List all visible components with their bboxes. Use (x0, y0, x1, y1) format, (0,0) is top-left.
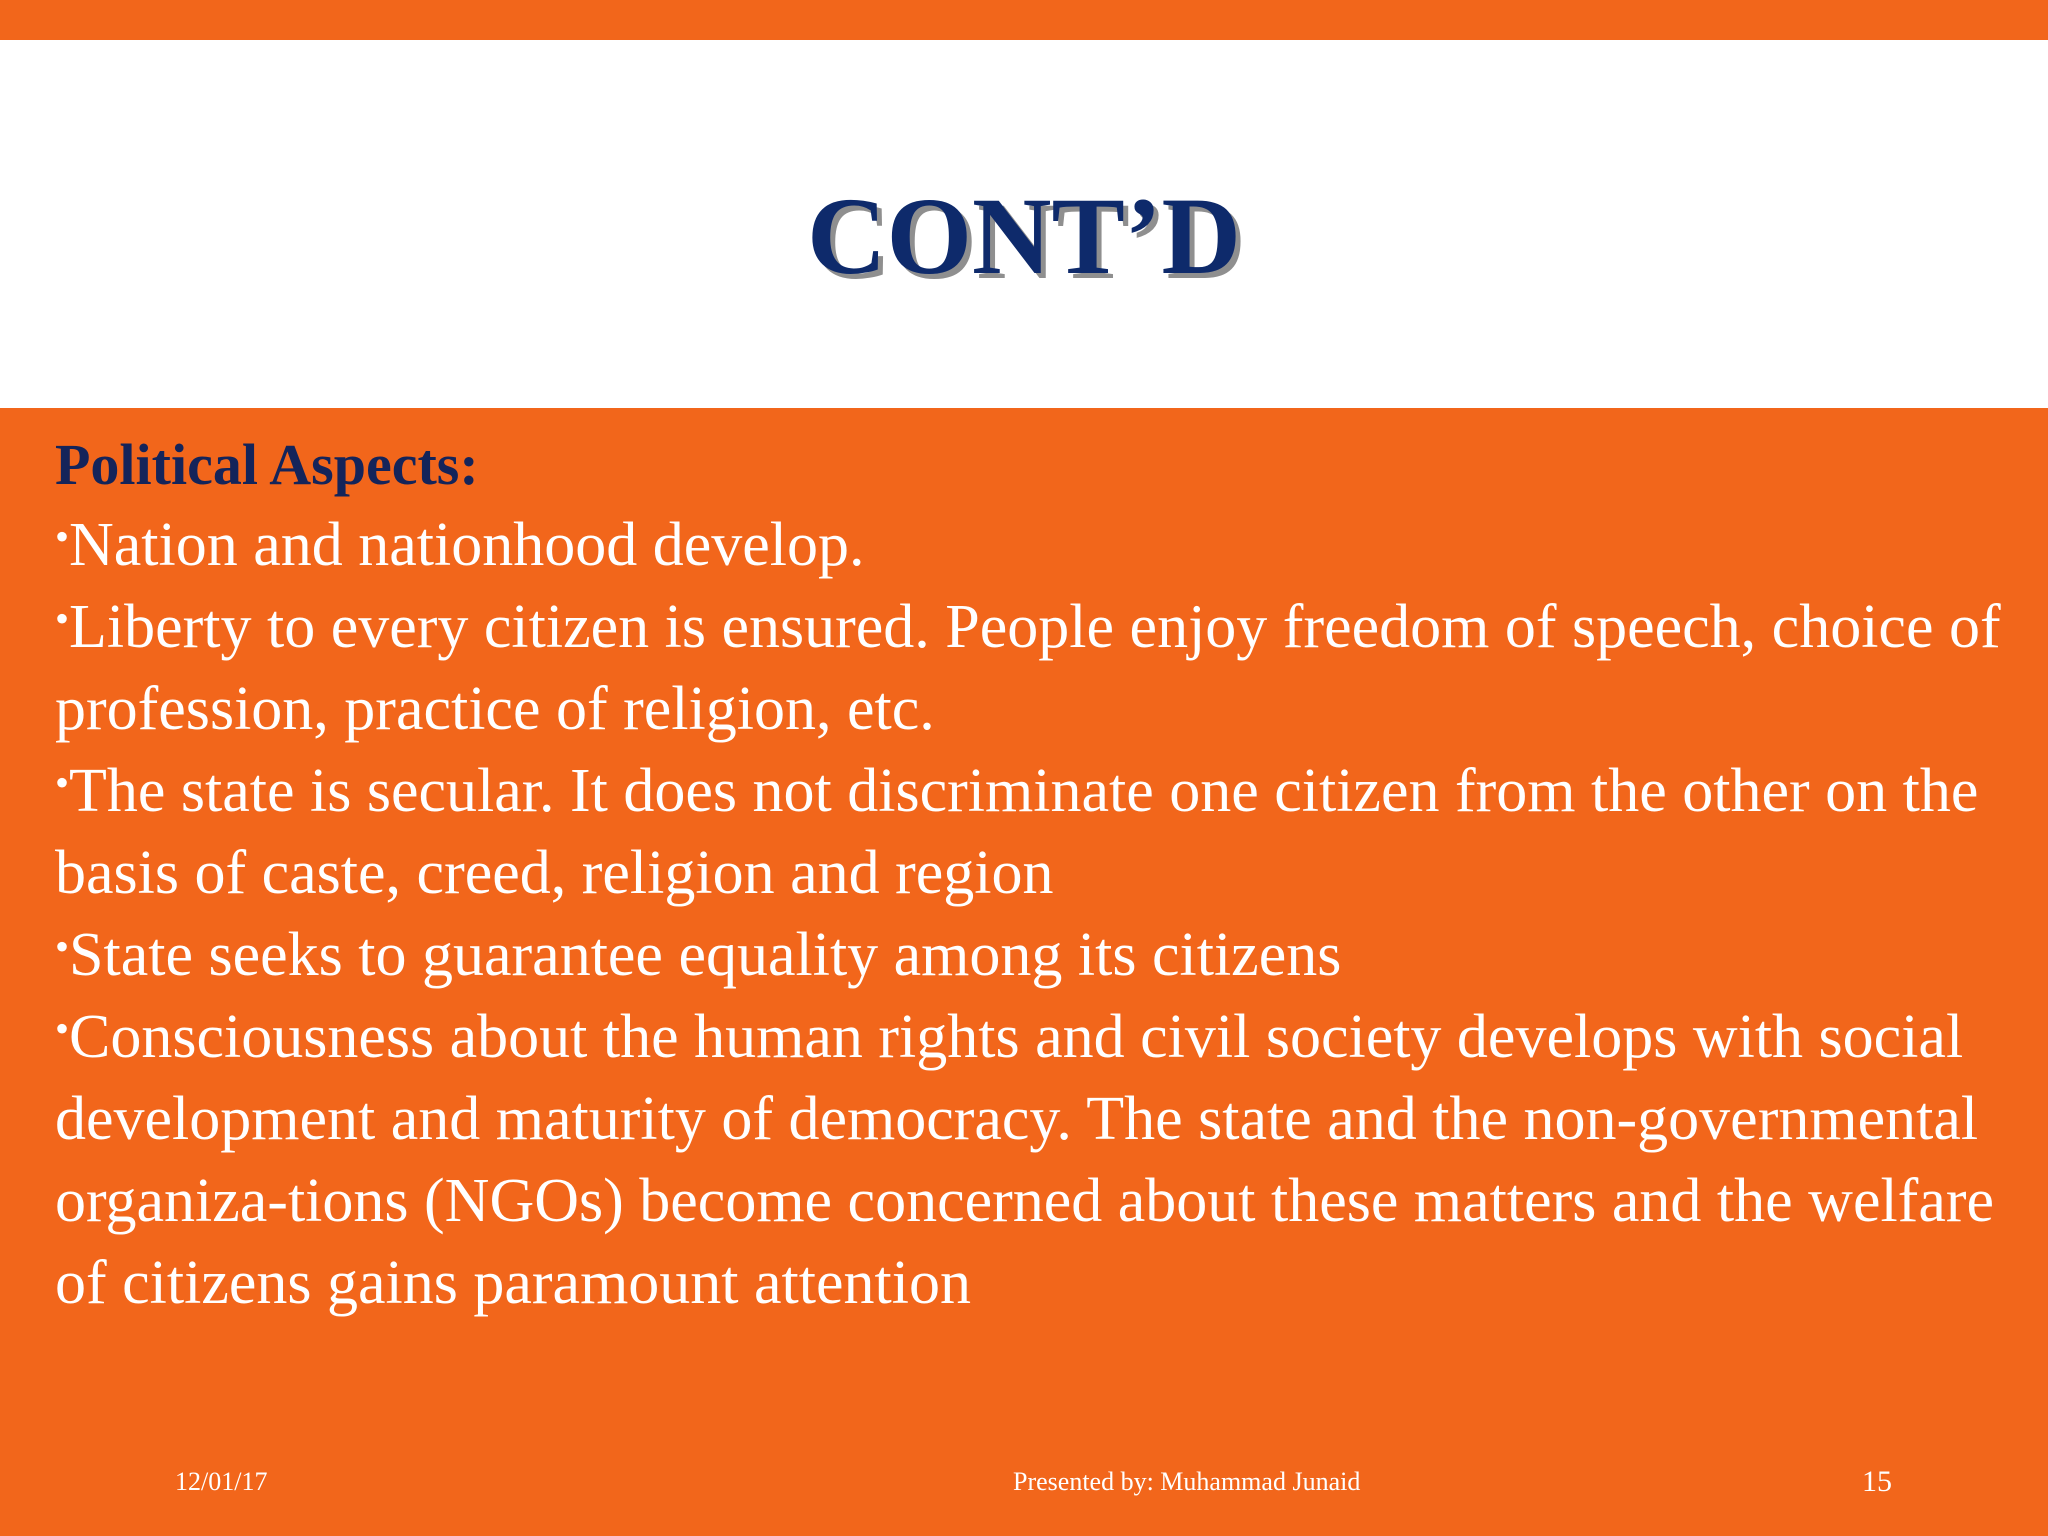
bullet-icon: • (55, 596, 70, 641)
footer-presenter: Presented by: Muhammad Junaid (1013, 1467, 1361, 1496)
bullet-item (55, 914, 2005, 996)
slide-number: 15 (1862, 1465, 1892, 1498)
section-heading: Political Aspects: (55, 432, 479, 497)
bullet-icon: • (55, 514, 70, 559)
bullet-item (55, 996, 2005, 1324)
bullet-text: Consciousness about the human rights and civil society develops with social development and maturity of democracy. The state and the non-governmental organiza-tions (NGOs) become concerned about these matters and the welfare of citizens gains paramount attention (55, 1003, 1995, 1317)
slide-content (55, 430, 2005, 1324)
bullet-icon: • (55, 1006, 70, 1051)
bullet-text: State seeks to guarantee equality among its citizens (69, 921, 1342, 989)
bullet-text: The state is secular. It does not discriminate one citizen from the other on the basis of caste, creed, religion and region (55, 757, 1979, 907)
bullet-text: Liberty to every citizen is ensured. People enjoy freedom of speech, choice of profession, practice of religion, etc. (55, 593, 2001, 743)
bullet-item (55, 750, 2005, 914)
slide-title: CONT’D (807, 175, 1241, 297)
bullet-item (55, 504, 2005, 586)
bullet-item (55, 586, 2005, 750)
bullet-icon: • (55, 760, 70, 805)
bullet-icon: • (55, 924, 70, 969)
footer-date: 12/01/17 (175, 1467, 268, 1496)
bullet-text: Nation and nationhood develop. (69, 511, 865, 579)
